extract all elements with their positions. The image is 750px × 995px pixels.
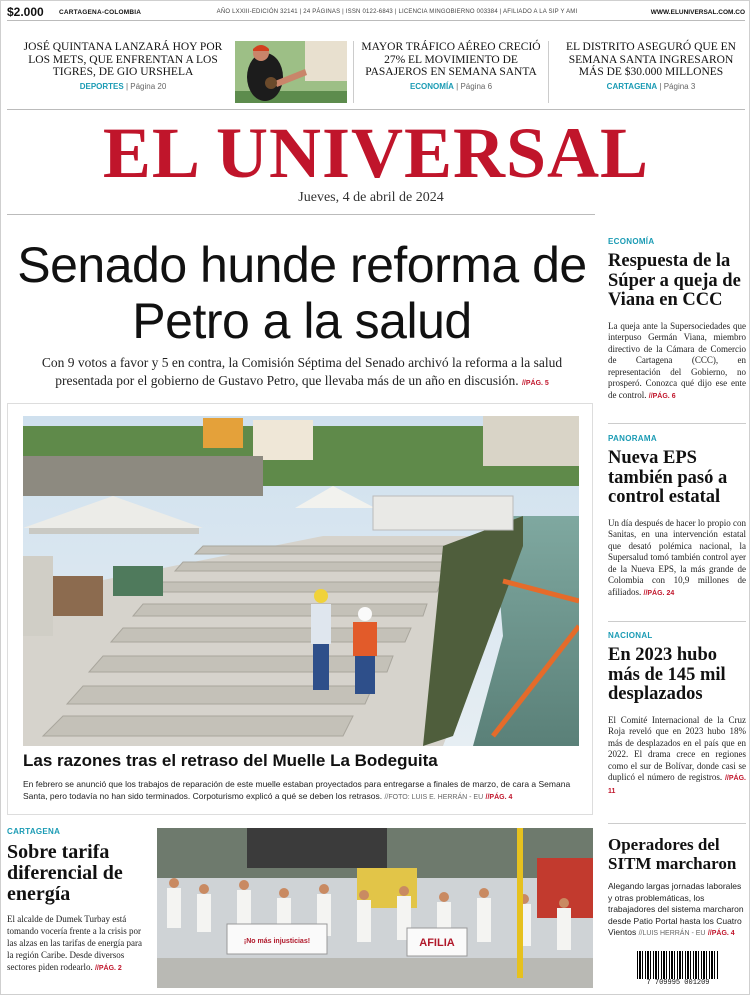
issue-date: Jueves, 4 de abril de 2024 bbox=[298, 190, 444, 205]
right-story-economia[interactable] bbox=[608, 237, 746, 403]
teaser-deportes[interactable] bbox=[23, 41, 223, 91]
story-title[interactable]: En 2023 hubo más de 145 mil desplazados bbox=[608, 645, 726, 704]
divider bbox=[7, 20, 745, 21]
divider bbox=[548, 41, 549, 103]
story-page-ref[interactable]: //PÁG. 24 bbox=[643, 590, 675, 598]
teaser-photo-baseball bbox=[235, 41, 347, 103]
divider bbox=[608, 423, 746, 424]
bottom-story-sitm[interactable] bbox=[608, 835, 746, 940]
story-body: El Comité Internacional de la Cruz Roja reveló que en 2023 hubo 18% más de desplazados en el país que en 2022. El drama crece en regiones como el sur de Bolívar, donde casi se duplicó el número de registros. //PÁG. 11 bbox=[608, 714, 746, 796]
story-page-ref[interactable]: //PÁG. 2 bbox=[94, 965, 122, 972]
story-title[interactable]: Respuesta de la Súper a queja de Viana en CCC bbox=[608, 251, 741, 310]
barcode-number: 7 709995 001209 bbox=[646, 979, 710, 987]
barcode-bars bbox=[637, 951, 719, 979]
photo-credit: //FOTO: LUIS E. HERRÁN - EU bbox=[384, 794, 484, 801]
price: $2.000 bbox=[7, 5, 44, 19]
story-title[interactable]: Nueva EPS también pasó a control estatal bbox=[608, 448, 728, 507]
masthead-logo[interactable]: EL UNIVERSAL bbox=[102, 113, 650, 193]
divider bbox=[353, 41, 354, 103]
lead-page-ref[interactable]: //PÁG. 5 bbox=[521, 380, 549, 387]
lead-deck-text: Con 9 votos a favor y 5 en contra, la Comisión Séptima del Senado archivó la reforma a la salud presentada por el gobierno de Gustavo Petro, que llevaba más de un año en discusión. bbox=[41, 355, 563, 388]
photo-story-caption bbox=[23, 778, 583, 804]
teaser-section: CARTAGENA | Página 3 bbox=[606, 81, 696, 91]
story-page-ref[interactable]: //PÁG. 11 bbox=[608, 775, 746, 796]
story-body: La queja ante la Supersociedades que interpuso Germán Viana, miembro directivo de la Cámara de Comercio de Cartagena (CCC), en representación del Gobierno, no prosperó. Conozca qué dijo ese ente de control. //PÁG. 6 bbox=[608, 320, 746, 401]
photo-story-title[interactable]: Las razones tras el retraso del Muelle La Bodeguita bbox=[23, 751, 438, 770]
story-body: Alegando largas jornadas laborales y otras problemáticas, los trabajadores del sistema marcharon desde Patio Portal hasta los Cuatro Vientos //LUIS HERRÁN - EU //PÁG. 4 bbox=[608, 881, 744, 937]
story-body: Un día después de hacer lo propio con Sanitas, en una intervención estatal que desató polémica nacional, la Supersalud tomó también control ayer de la Nueva EPS, la más grande de Colombia con 10,9 millones de afiliados. //PÁG. 24 bbox=[608, 517, 746, 598]
banner-text: AFILIA bbox=[419, 937, 455, 949]
teaser-section: ECONOMÍA | Página 6 bbox=[409, 81, 493, 91]
story-title[interactable]: Sobre tarifa diferencial de energía bbox=[7, 841, 123, 905]
story-kicker: PANORAMA bbox=[608, 434, 657, 443]
lead-deck bbox=[17, 354, 587, 393]
right-story-nacional[interactable] bbox=[608, 631, 746, 798]
right-story-panorama[interactable] bbox=[608, 434, 746, 600]
lead-headline[interactable]: Senado hunde reforma de Petro a la salud bbox=[17, 237, 587, 349]
main-photo-muelle[interactable] bbox=[23, 416, 579, 746]
teaser-title: EL DISTRITO ASEGURÓ QUE EN SEMANA SANTA INGRESARON MÁS DE $30.000 MILLONES bbox=[566, 41, 736, 78]
banner-text: ¡No más injusticias! bbox=[243, 938, 311, 945]
teaser-section: DEPORTES | Página 20 bbox=[79, 81, 167, 91]
story-kicker: NACIONAL bbox=[608, 631, 653, 640]
divider bbox=[608, 823, 746, 824]
story-title[interactable]: Operadores del SITM marcharon bbox=[608, 835, 737, 873]
teaser-economia[interactable] bbox=[361, 41, 541, 91]
divider bbox=[7, 214, 595, 215]
teaser-cartagena[interactable] bbox=[557, 41, 745, 91]
story-page-ref[interactable]: //PÁG. 4 bbox=[707, 930, 735, 937]
story-kicker: ECONOMÍA bbox=[608, 237, 655, 246]
story-body: El alcalde de Dumek Turbay está tomando vocería frente a la crisis por las alzas en las tarifas de energía para la región Caribe. Desde diversos sectores piden rodearlo. //PÁG. 2 bbox=[7, 914, 143, 972]
story-kicker: CARTAGENA bbox=[7, 827, 61, 836]
website-link[interactable]: WWW.ELUNIVERSAL.COM.CO bbox=[650, 8, 745, 16]
photo-credit: //LUIS HERRÁN - EU bbox=[638, 930, 706, 937]
barcode bbox=[637, 951, 719, 991]
divider bbox=[608, 621, 746, 622]
story-page-ref[interactable]: //PÁG. 6 bbox=[648, 393, 676, 401]
top-info-bar bbox=[7, 5, 745, 19]
teaser-title: JOSÉ QUINTANA LANZARÁ HOY POR LOS METS, QUE ENFRENTAN A LOS TIGRES, DE GIO URSHELA bbox=[23, 41, 223, 78]
photo-story-page-ref[interactable]: //PÁG. 4 bbox=[485, 794, 513, 801]
photo-story-text: En febrero se anunció que los trabajos de reparación de este muelle estaban proyectados para entregarse a finales de marzo, de cara a Semana Santa, pero todavía no han sido terminados. Corpoturismo explicó a qué se deben los retrasos. bbox=[23, 779, 571, 801]
divider bbox=[7, 109, 745, 110]
city: CARTAGENA-COLOMBIA bbox=[59, 8, 142, 16]
protest-photo[interactable] bbox=[157, 828, 593, 988]
bottom-story-energia[interactable] bbox=[7, 827, 147, 975]
teaser-title: MAYOR TRÁFICO AÉREO CRECIÓ 27% EL MOVIMIENTO DE PASAJEROS EN SEMANA SANTA bbox=[361, 41, 541, 78]
edition-info: AÑO LXXIII-EDICIÓN 32141 | 24 PÁGINAS | ISSN 0122-6843 | LICENCIA MINGOBIERNO 003384 | AFILIADO A LA SIP Y AMI bbox=[216, 9, 578, 15]
